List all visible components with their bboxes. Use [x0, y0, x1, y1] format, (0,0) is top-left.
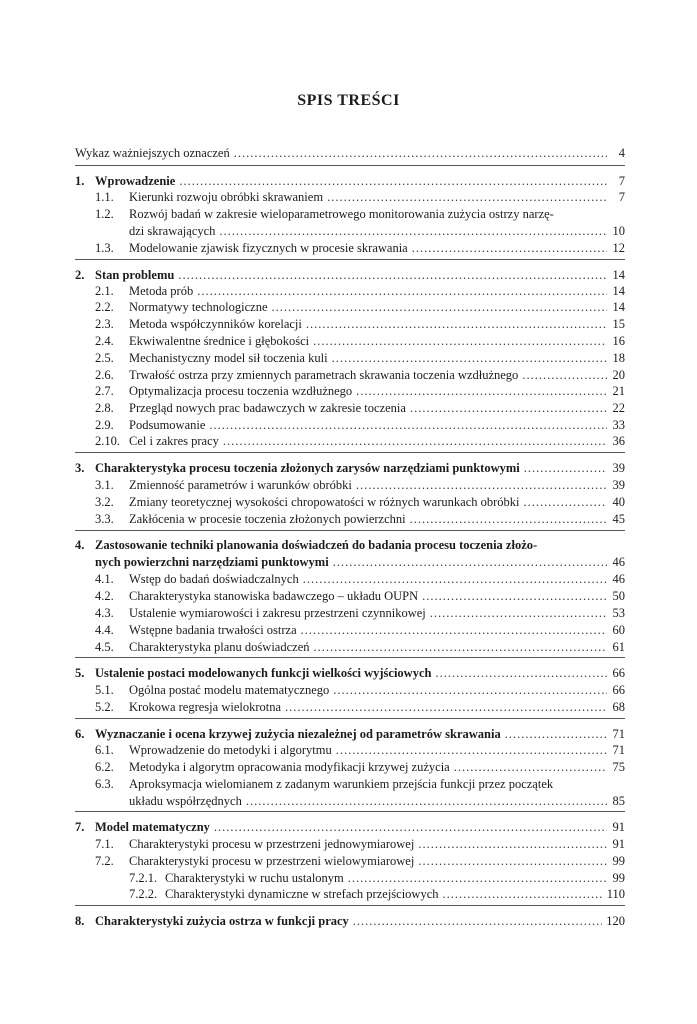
- toc-entry-number: 3.2.: [95, 495, 114, 509]
- toc-entry[interactable]: [75, 511, 625, 527]
- toc-page-number: 16: [612, 334, 625, 348]
- toc-entry-title: Podsumowanie: [129, 418, 206, 432]
- toc-page-number: 21: [612, 384, 625, 398]
- toc-page-number: 39: [612, 461, 625, 475]
- toc-entry-number: 6.1.: [95, 743, 114, 757]
- toc-entry-title: Wprowadzenie: [95, 174, 176, 188]
- toc-page-number: 7: [618, 190, 625, 204]
- toc-page-number: 36: [612, 434, 625, 448]
- toc-entry[interactable]: [75, 605, 625, 621]
- toc-entry-title: dzi skrawających: [129, 224, 216, 238]
- toc-leader-dots: [197, 283, 607, 299]
- toc-page-number: 15: [612, 317, 625, 331]
- toc-page-number: 66: [612, 666, 625, 680]
- toc-leader-dots: [418, 853, 607, 869]
- toc-leader-dots: [332, 350, 607, 366]
- toc-leader-dots: [285, 699, 607, 715]
- toc-leader-dots: [272, 299, 608, 315]
- toc-entry[interactable]: [75, 870, 625, 886]
- toc-page-number: 46: [612, 555, 625, 569]
- toc-entry-number: 2.1.: [95, 284, 114, 298]
- toc-page-number: 120: [606, 914, 625, 928]
- toc-page-number: 12: [612, 241, 625, 255]
- toc-entry-title: Ekwiwalentne średnice i głębokości: [129, 334, 310, 348]
- toc-entry-number: 4.5.: [95, 640, 114, 654]
- toc-entry[interactable]: [75, 494, 625, 510]
- toc-entry-number: 2.9.: [95, 418, 114, 432]
- toc-entry-number: 2.4.: [95, 334, 114, 348]
- toc-entry[interactable]: [75, 145, 625, 161]
- toc-entry-number: 2.7.: [95, 384, 114, 398]
- toc-entry[interactable]: [75, 400, 625, 416]
- toc-entry-title: Ustalenie postaci modelowanych funkcji wielkości wyjściowych: [95, 666, 432, 680]
- toc-leader-dots: [179, 173, 607, 189]
- toc-leader-dots: [336, 742, 607, 758]
- toc-entry[interactable]: [75, 433, 625, 449]
- toc-entry-title: Model matematyczny: [95, 820, 210, 834]
- toc-entry[interactable]: [75, 793, 625, 809]
- toc-entry-number: 4.3.: [95, 606, 114, 620]
- toc-page-number: 40: [612, 495, 625, 509]
- toc-page-number: 20: [612, 368, 625, 382]
- toc-chapter-entry[interactable]: [75, 819, 625, 835]
- toc-leader-dots: [234, 145, 607, 161]
- toc-entry[interactable]: [75, 316, 625, 332]
- toc-entry-title: Normatywy technologiczne: [129, 300, 268, 314]
- page-title: SPIS TREŚCI: [297, 92, 400, 109]
- toc-chapter-entry[interactable]: [75, 537, 625, 553]
- toc-entry[interactable]: [75, 886, 625, 902]
- toc-entry-title: układu współrzędnych: [129, 794, 242, 808]
- toc-leader-dots: [443, 886, 603, 902]
- toc-entry-title: Charakterystyki zużycia ostrza w funkcji pracy: [95, 914, 349, 928]
- toc-chapter-entry[interactable]: [75, 913, 625, 929]
- section-divider: [75, 657, 625, 658]
- toc-entry[interactable]: [75, 383, 625, 399]
- toc-entry-title: Charakterystyka stanowiska badawczego – układu OUPN: [129, 589, 419, 603]
- toc-entry[interactable]: [75, 350, 625, 366]
- toc-entry-number: 4.4.: [95, 623, 114, 637]
- toc-page-number: 68: [612, 700, 625, 714]
- toc-entry[interactable]: [75, 853, 625, 869]
- toc-entry-number: 3.3.: [95, 512, 114, 526]
- toc-page-number: 14: [612, 300, 625, 314]
- toc-page-number: 71: [612, 727, 625, 741]
- toc-leader-dots: [303, 571, 607, 587]
- section-divider: [75, 452, 625, 453]
- toc-leader-dots: [209, 417, 607, 433]
- section-divider: [75, 530, 625, 531]
- toc-page-number: 7: [618, 174, 625, 188]
- toc-leader-dots: [412, 240, 607, 256]
- toc-leader-dots: [356, 477, 607, 493]
- toc-entry-title: Wstępne badania trwałości ostrza: [129, 623, 297, 637]
- toc-entry-number: 1.1.: [95, 190, 114, 204]
- toc-entry-title: Metoda współczynników korelacji: [129, 317, 302, 331]
- toc-entry-title: Cel i zakres pracy: [129, 434, 219, 448]
- toc-entry-number: 5.2.: [95, 700, 114, 714]
- toc-leader-dots: [348, 870, 607, 886]
- toc-leader-dots: [219, 223, 607, 239]
- toc-entry-title: Wprowadzenie do metodyki i algorytmu: [129, 743, 332, 757]
- toc-entry-number: 4.1.: [95, 572, 114, 586]
- toc-leader-dots: [356, 383, 607, 399]
- toc-leader-dots: [353, 913, 602, 929]
- toc-entry[interactable]: [75, 189, 625, 205]
- toc-leader-dots: [327, 189, 607, 205]
- toc-entry[interactable]: [75, 742, 625, 758]
- toc-entry-title: Ustalenie wymiarowości i zakresu przestrzeni czynnikowej: [129, 606, 426, 620]
- toc-entry-title: Charakterystyki dynamiczne w strefach przejściowych: [165, 887, 439, 901]
- toc-entry[interactable]: [75, 836, 625, 852]
- toc-leader-dots: [333, 682, 607, 698]
- toc-entry[interactable]: [75, 417, 625, 433]
- toc-entry-number: 2.: [75, 268, 85, 282]
- toc-page-number: 39: [612, 478, 625, 492]
- toc-entry-title: Zastosowanie techniki planowania doświadczeń do badania procesu toczenia złożo-: [95, 538, 538, 552]
- toc-chapter-entry[interactable]: [75, 726, 625, 742]
- toc-entry-title: Stan problemu: [95, 268, 175, 282]
- toc-entry-number: 7.1.: [95, 837, 114, 851]
- toc-page-number: 14: [612, 284, 625, 298]
- toc-entry-number: 5.1.: [95, 683, 114, 697]
- toc-entry-title: Modelowanie zjawisk fizycznych w procesie skrawania: [129, 241, 408, 255]
- toc-leader-dots: [178, 267, 607, 283]
- toc-entry-number: 7.2.1.: [129, 871, 158, 885]
- toc-entry-title: Ogólna postać modelu matematycznego: [129, 683, 330, 697]
- toc-entry-title: Zakłócenia w procesie toczenia złożonych powierzchni: [129, 512, 406, 526]
- toc-leader-dots: [410, 400, 607, 416]
- toc-leader-dots: [223, 433, 607, 449]
- toc-entry[interactable]: [75, 776, 625, 792]
- toc-entry[interactable]: [75, 639, 625, 655]
- toc-page-number: 99: [612, 854, 625, 868]
- toc-entry[interactable]: [75, 283, 625, 299]
- toc-leader-dots: [435, 665, 607, 681]
- toc-entry-number: 6.2.: [95, 760, 114, 774]
- toc-leader-dots: [524, 460, 607, 476]
- toc-chapter-entry[interactable]: [75, 173, 625, 189]
- toc-entry-title: Kierunki rozwoju obróbki skrawaniem: [129, 190, 324, 204]
- toc-entry-title: Wstęp do badań doświadczalnych: [129, 572, 299, 586]
- section-divider: [75, 811, 625, 812]
- toc-chapter-entry[interactable]: [75, 267, 625, 283]
- toc-page-number: 53: [612, 606, 625, 620]
- toc-entry[interactable]: [75, 477, 625, 493]
- toc-entry-number: 8.: [75, 914, 85, 928]
- toc-entry-number: 1.3.: [95, 241, 114, 255]
- toc-entry-title: Rozwój badań w zakresie wieloparametrowego monitorowania zużycia ostrzy narzę-: [129, 207, 554, 221]
- toc-entry-number: 1.: [75, 174, 85, 188]
- section-divider: [75, 718, 625, 719]
- toc-leader-dots: [301, 622, 607, 638]
- section-divider: [75, 259, 625, 260]
- toc-leader-dots: [430, 605, 607, 621]
- toc-entry[interactable]: [75, 333, 625, 349]
- toc-entry[interactable]: [75, 622, 625, 638]
- toc-page-number: 99: [612, 871, 625, 885]
- toc-page-number: 110: [606, 887, 625, 901]
- toc-entry[interactable]: [75, 223, 625, 239]
- toc-leader-dots: [313, 333, 607, 349]
- toc-entry-number: 7.2.: [95, 854, 114, 868]
- toc-entry-title: Zmienność parametrów i warunków obróbki: [129, 478, 352, 492]
- toc-leader-dots: [505, 726, 607, 742]
- toc-page-number: 45: [612, 512, 625, 526]
- toc-leader-dots: [246, 793, 607, 809]
- toc-leader-dots: [418, 836, 607, 852]
- toc-entry-number: 2.3.: [95, 317, 114, 331]
- toc-entry-number: 2.5.: [95, 351, 114, 365]
- toc-entry-number: 3.: [75, 461, 85, 475]
- toc-entry-title: Krokowa regresja wielokrotna: [129, 700, 282, 714]
- toc-entry-title: nych powierzchni narzędziami punktowymi: [95, 555, 329, 569]
- toc-entry-title: Charakterystyki procesu w przestrzeni jednowymiarowej: [129, 837, 415, 851]
- toc-entry-number: 2.8.: [95, 401, 114, 415]
- toc-page-number: 91: [612, 820, 625, 834]
- toc-page-number: 85: [612, 794, 625, 808]
- section-divider: [75, 165, 625, 166]
- toc-entry[interactable]: [75, 299, 625, 315]
- toc-entry-number: 5.: [75, 666, 85, 680]
- toc-entry-number: 7.2.2.: [129, 887, 158, 901]
- toc-entry[interactable]: [75, 367, 625, 383]
- toc-entry-title: Metoda prób: [129, 284, 194, 298]
- toc-page-number: 18: [612, 351, 625, 365]
- toc-leader-dots: [306, 316, 607, 332]
- toc-entry[interactable]: [75, 571, 625, 587]
- toc-entry-number: 3.1.: [95, 478, 114, 492]
- toc-entry[interactable]: [75, 759, 625, 775]
- toc-page-number: 22: [612, 401, 625, 415]
- toc-entry[interactable]: [75, 206, 625, 222]
- toc-entry-title: Zmiany teoretycznej wysokości chropowatości w różnych warunkach obróbki: [129, 495, 520, 509]
- toc-entry[interactable]: [75, 240, 625, 256]
- toc-page-number: 4: [618, 146, 625, 160]
- toc-entry-number: 2.10.: [95, 434, 120, 448]
- toc-entry-title: Przegląd nowych prac badawczych w zakresie toczenia: [129, 401, 406, 415]
- toc-page-number: 33: [612, 418, 625, 432]
- toc-page-number: 61: [612, 640, 625, 654]
- toc-page-number: 60: [612, 623, 625, 637]
- toc-entry-title: Metodyka i algorytm opracowania modyfikacji krzywej zużycia: [129, 760, 450, 774]
- toc-leader-dots: [314, 639, 608, 655]
- toc-page-number: 75: [612, 760, 625, 774]
- toc-entry-number: 2.6.: [95, 368, 114, 382]
- toc-leader-dots: [522, 367, 607, 383]
- toc-entry-number: 4.2.: [95, 589, 114, 603]
- toc-chapter-entry[interactable]: [75, 665, 625, 681]
- toc-page-number: 50: [612, 589, 625, 603]
- toc-entry-title: Charakterystyki procesu w przestrzeni wielowymiarowej: [129, 854, 415, 868]
- toc-page-number: 66: [612, 683, 625, 697]
- toc-entry-title: Aproksymacja wielomianem z zadanym warunkiem przejścia funkcji przez początek: [129, 777, 554, 791]
- toc-leader-dots: [214, 819, 607, 835]
- toc-entry[interactable]: [75, 682, 625, 698]
- toc-entry-number: 6.: [75, 727, 85, 741]
- toc-leader-dots: [454, 759, 607, 775]
- toc-entry-title: Mechanistyczny model sił toczenia kuli: [129, 351, 328, 365]
- toc-leader-dots: [524, 494, 607, 510]
- toc-chapter-entry[interactable]: [75, 554, 625, 570]
- toc-entry[interactable]: [75, 588, 625, 604]
- toc-entry-title: Charakterystyki w ruchu ustalonym: [165, 871, 344, 885]
- toc-entry-title: Wykaz ważniejszych oznaczeń: [75, 146, 230, 160]
- toc-entry-number: 2.2.: [95, 300, 114, 314]
- toc-leader-dots: [333, 554, 607, 570]
- toc-page-number: 46: [612, 572, 625, 586]
- section-divider: [75, 905, 625, 906]
- toc-entry-number: 1.2.: [95, 207, 114, 221]
- toc-entry-title: Optymalizacja procesu toczenia wzdłużnego: [129, 384, 353, 398]
- toc-entry[interactable]: [75, 699, 625, 715]
- toc-entry-title: Charakterystyka procesu toczenia złożonych zarysów narzędziami punktowymi: [95, 461, 520, 475]
- toc-entry-number: 6.3.: [95, 777, 114, 791]
- toc-entry-number: 4.: [75, 538, 85, 552]
- toc-chapter-entry[interactable]: [75, 460, 625, 476]
- toc-entry-title: Wyznaczanie i ocena krzywej zużycia niezależnej od parametrów skrawania: [95, 727, 501, 741]
- toc-page-number: 71: [612, 743, 625, 757]
- toc-entry-title: Trwałość ostrza przy zmiennych parametrach skrawania toczenia wzdłużnego: [129, 368, 519, 382]
- toc-leader-dots: [410, 511, 607, 527]
- toc-leader-dots: [422, 588, 607, 604]
- toc-page-number: 14: [612, 268, 625, 282]
- toc-entry-title: Charakterystyka planu doświadczeń: [129, 640, 310, 654]
- toc-page-number: 91: [612, 837, 625, 851]
- toc-page-number: 10: [612, 224, 625, 238]
- toc-entry-number: 7.: [75, 820, 85, 834]
